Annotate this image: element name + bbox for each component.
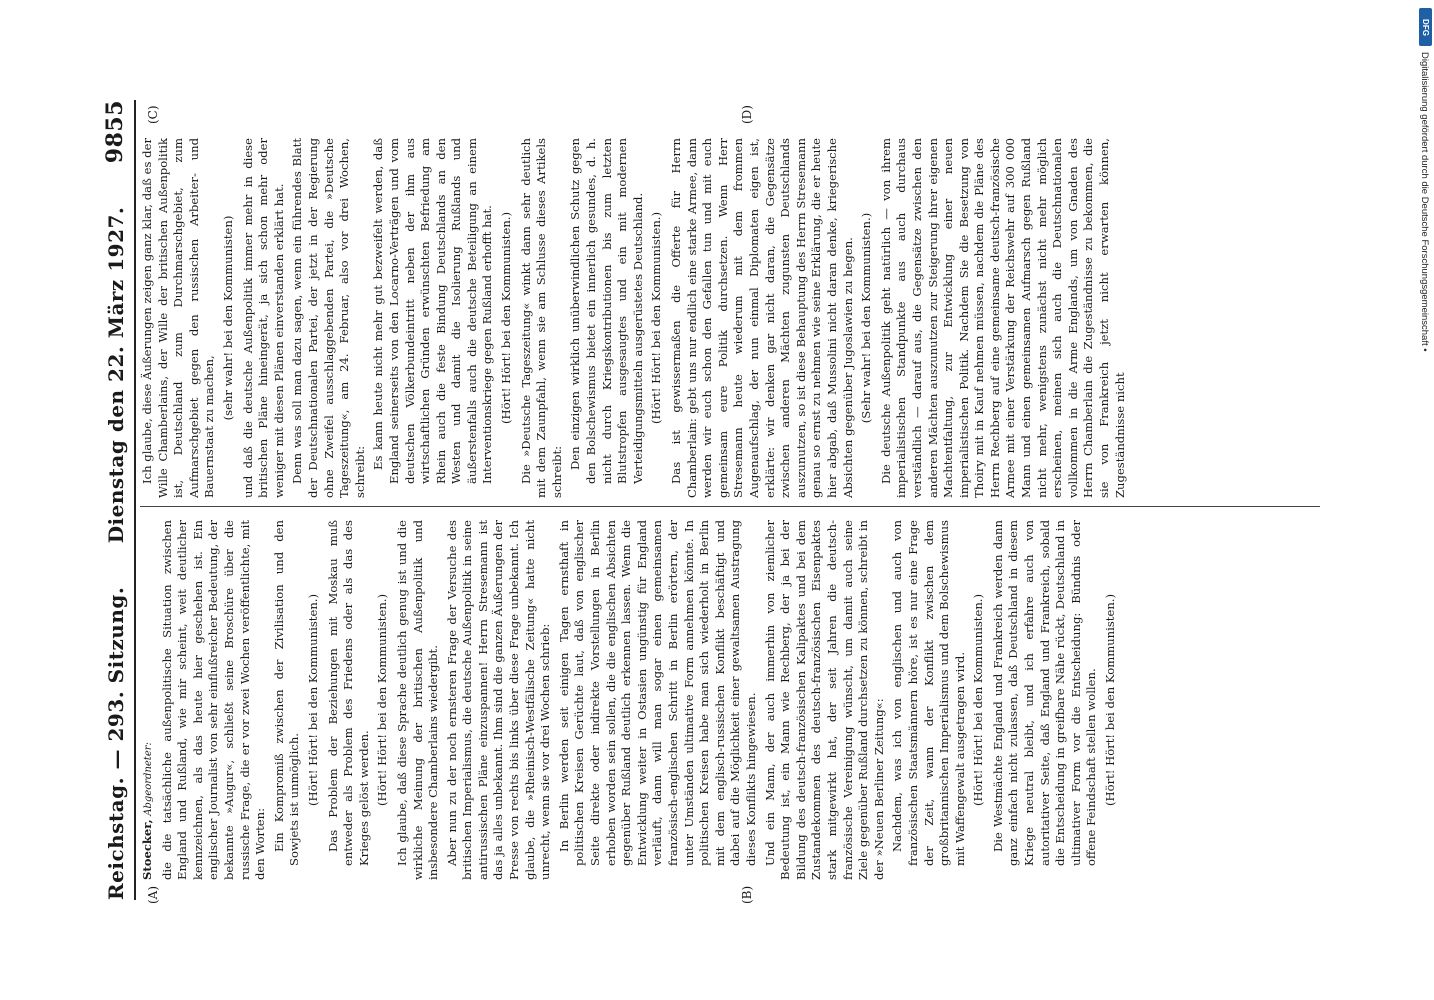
margin-marker-b: (B) xyxy=(740,885,754,904)
paragraph: Ich glaube, daß diese Sprache deutlich genug ist und die wirkliche Meinung der britischen Außenpolitik und insbesondere Chamberlains wiedergibt. xyxy=(394,520,441,880)
paragraph: Ich glaube, diese Äußerungen zeigen ganz klar, daß es der Wille Chamberlains, der Wille der britischen Außenpolitik ist, Deutschland zum Durchmarschgebiet, zum Aufmarschgebiet gegen den russischen Arbeiter- und Bauernstaat zu machen, xyxy=(140,138,217,498)
column-divider xyxy=(140,506,1320,507)
interjection: (Hört! Hört! bei den Kommunisten.) xyxy=(971,594,986,807)
paragraph: die die tatsächliche außenpolitische Situation zwischen England und Rußland, wie mir scheint, weit deutlicher kennzeichnen, als das heute hier geschehen ist. Ein englischer Journalist von sehr einflußreicher Bedeutung, der bekannte »Augur«, schließt seine Broschüre über die russische Frage, die er vor zwei Wochen veröffentlichte, mit den Worten: xyxy=(159,520,268,880)
interjection: (Sehr wahr! bei den Kommunisten.) xyxy=(859,212,874,424)
page-number: 9855 xyxy=(102,100,128,164)
digitization-credit: Digitalisierung gefördert durch die Deutsche Forschungsgemeinschaft • xyxy=(1419,52,1430,352)
digitization-credit-bar xyxy=(1418,52,1434,832)
interjection: (Hört! Hört! bei den Kommunisten.) xyxy=(375,594,390,807)
interjection: (Hört! Hört! bei den Kommunisten.) xyxy=(1103,594,1118,807)
paragraph: Das ist gewissermaßen die Offerte für Herrn Chamberlain: gebt uns nur endlich eine starke Armee, dann werden wir euch schon den Gefallen tun und mit euch gemeinsam eure Politik durchsetzen. Wenn Herr Stresemann heute wiederum mit dem frommen Augenaufschlag, der nun einmal Diplomaten eigen ist, erklärte: wir denken gar nicht daran, die Gegensätze zwischen anderen Mächten zugunsten Deutschlands auszunutzen, so ist diese Behauptung des Herrn Stresemann genau so ernst zu nehmen wie seine Erklärung, die er heute hier abgab, daß Mussolini nicht daran denke, kriegerische Absichten gegenüber Jugoslawien zu hegen. xyxy=(669,138,855,498)
header-rule xyxy=(134,100,136,900)
quotation: Ein Kompromiß zwischen der Zivilisation und den Sowjets ist unmöglich. xyxy=(271,520,302,866)
paragraph: Und ein Mann, der auch immerhin von ziemlicher Bedeutung ist, ein Mann wie Rechberg, der ja bei der Bildung des deutsch-französischen Kalipaktes und bei dem Zustandekommen des deutsch-französischen Eisenpaktes stark mitgewirkt hat, der seit Jahren die deutsch-französische Vereinigung wünscht, um damit auch seine Ziele gegenüber Rußland durchsetzen zu können, schreibt in der »Neuen Berliner Zeitung«: xyxy=(762,520,886,880)
speaker-name: Stoecker, xyxy=(140,819,154,880)
header-date: Dienstag den 22. März 1927. xyxy=(104,206,128,544)
paragraph: und daß die deutsche Außenpolitik immer mehr in diese britischen Pläne hineingerät, ja sich schon mehr oder weniger mit diesen Plänen einverstanden erklärt hat. xyxy=(240,138,286,498)
dfg-logo: DFG xyxy=(1419,8,1432,46)
quotation: Die Westmächte England und Frankreich werden dann ganz einfach nicht zulassen, daß Deutschland in diesem Kriege neutral bleibt, und ich erfahre auch von autoritativer Seite, daß England und Frankreich, sobald die Entscheidung in greifbare Nähe rückt, Deutschland in ultimativer Form vor die Entscheidung: Bündnis oder offene Feindschaft stellen wollen. xyxy=(990,520,1099,866)
paragraph: Die deutsche Außenpolitik geht natürlich — von ihrem imperialistischen Standpunkte aus auch durchaus verständlich — darauf aus, die Gegensätze zwischen den anderen Mächten auszunutzen zur Steigerung ihrer eigenen Machtentfaltung, zur Entwicklung einer neuen imperialistischen Politik. Nachdem Sie die Besetzung von Thoiry mit in Kauf nehmen müssen, nachdem die Pläne des Herrn Rechberg auf eine gemeinsame deutsch-französische Armee mit einer Verstärkung der Reichswehr auf 300 000 Mann und einen gemeinsamen Aufmarsch gegen Rußland nicht mehr, wenigstens zunächst nicht mehr möglich erscheinen, meinen sich auch die Deutschnationalen vollkommen in die Arme Englands, um von Gnaden des Herrn Chamberlain die Zugeständnisse zu bekommen, die sie von Frankreich jetzt nicht erwarten können, Zugeständnisse nicht xyxy=(878,138,1127,498)
right-column xyxy=(140,138,1320,498)
left-column xyxy=(140,520,1320,880)
quotation: Es kann heute nicht mehr gut bezweifelt werden, daß England seinerseits von den Locarno-Verträgen und vom deutschen Völkerbundeintritt neben der ihm aus wirtschaftlichen Gründen erwünschten Befriedung am Rhein auch die feste Bindung Deutschlands an den Westen und damit die Isolierung Rußlands und äußerstenfalls auch die deutsche Beteiligung an einem Interventionskriege gegen Rußland erhofft hat. xyxy=(371,138,495,484)
quotation: Nachdem, was ich von englischen und auch von französischen Staatsmännern höre, ist es nur eine Frage der Zeit, wann der Konflikt zwischen dem großbritannischen Imperialismus und dem Bolschewismus mit Waffengewalt ausgetragen wird. xyxy=(890,520,967,866)
quotation: Das Problem der Beziehungen mit Moskau muß entweder als Problem des Friedens oder als das des Krieges gelöst werden. xyxy=(325,520,371,866)
interjection: (Hört! Hört! bei den Kommunisten.) xyxy=(305,594,320,807)
interjection: (Hört! Hört! bei den Kommunisten.) xyxy=(499,212,514,425)
margin-marker-c: (C) xyxy=(146,105,160,124)
speaker-role: Abgeordneter: xyxy=(143,742,154,816)
quotation: Den einzigen wirklich unüberwindlichen Schutz gegen den Bolschewismus bietet ein innerlich gesundes, d. h. nicht durch Kriegskontributionen bis zum letzten Blutstropfen ausgesaugtes und ein mit modernen Verteidigungsmitteln ausgerüstetes Deutschland. xyxy=(568,138,645,484)
paragraph: Denn was soll man dazu sagen, wenn ein führendes Blatt der Deutschnationalen Partei, der jetzt in der Regierung ohne Zweifel ausschlaggebenden Partei, die »Deutsche Tageszeitung«, am 24. Februar, also vor drei Wochen, schreibt: xyxy=(290,138,367,498)
speaker-line xyxy=(140,520,157,880)
interjection: (sehr wahr! bei den Kommunisten) xyxy=(220,215,235,421)
paragraph: Die »Deutsche Tageszeitung« winkt dann sehr deutlich mit dem Zaunpfahl, wenn sie am Schlusse dieses Artikels schreibt: xyxy=(518,138,564,498)
paragraph: Aber nun zu der noch ernsteren Frage der Versuche des britischen Imperialismus, die deutsche Außenpolitik in seine antirussischen Pläne einzuspannen! Herrn Stresemann ist das ja alles unbekannt. Ihm sind die ganzen Äußerungen der Presse von rechts bis links über diese Frage unbekannt. Ich glaube, die »Rheinisch-Westfälische Zeitung« hatte nicht unrecht, wenn sie vor drei Wochen schrieb: xyxy=(444,520,553,880)
interjection: (Hört! Hört! bei den Kommunisten.) xyxy=(649,212,664,425)
margin-marker-a: (A) xyxy=(146,885,160,904)
quotation: In Berlin werden seit einigen Tagen ernsthaft in politischen Kreisen Gerüchte laut, daß von englischer Seite direkte oder indirekte Vorstellungen in Berlin erhoben worden sein sollen, die die englischen Absichten gegenüber Rußland deutlich erkennen lassen. Wenn die Entwicklung weiter in Ostasien ungünstig für England verläuft, dann will man sogar einen gemeinsamen französisch-englischen Schritt in Berlin erörtern, der unter Umständen ultimative Form annehmen könnte. In politischen Kreisen habe man sich wiederholt in Berlin mit dem englisch-russischen Konflikt beschäftigt und dabei auf die Möglichkeit einer gewaltsamen Austragung dieses Konflikts hingewiesen. xyxy=(556,520,758,866)
header-session: Reichstag. — 293. Sitzung. xyxy=(104,586,128,900)
margin-marker-d: (D) xyxy=(740,105,754,124)
page-header xyxy=(88,100,128,900)
